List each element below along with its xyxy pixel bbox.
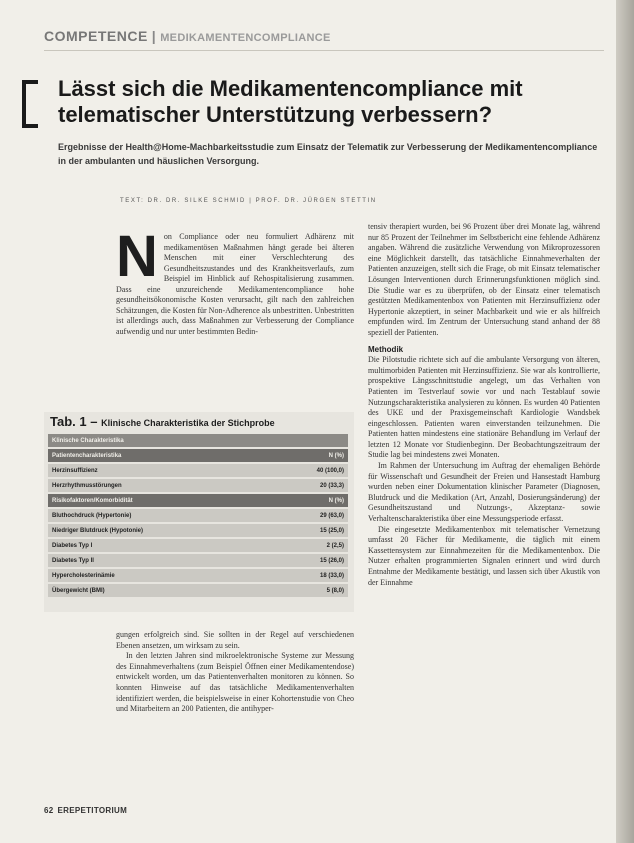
- table-row: [48, 478, 348, 493]
- table-title-text: Klinische Charakteristika der Stichprobe: [101, 418, 275, 428]
- article-authors: TEXT: DR. DR. SILKE SCHMID | PROF. DR. JÜRGEN STETTIN: [120, 198, 377, 204]
- table-cell-label: Bluthochdruck (Hypertonie): [48, 508, 270, 523]
- table-row: [48, 463, 348, 478]
- page-footer: [44, 806, 127, 815]
- table-row: [48, 538, 348, 553]
- table-cell-value: N (%): [270, 448, 348, 463]
- methods-heading: Methodik: [368, 344, 404, 354]
- paragraph: Im Rahmen der Untersuchung im Auftrag der ehemaligen Behörde für Wissenschaft und Gesundheit der Freien und Hansestadt Hamburg wurden neben einer Dokumentation klinischer Parameter (Diagnosen, Blutdruck und die Medikation (Art, Anzahl, Dosierungsänderung) der Gesundheitszustand und Nutzungs-, Akzeptanz- sowie Verhaltenscharakteristika über eine Messungsperiode erfasst.: [368, 461, 600, 524]
- clinical-characteristics-table: [48, 434, 348, 599]
- paragraph: tensiv therapiert wurden, bei 96 Prozent über drei Monate lag, während nur 85 Prozent der Teilnehmer im Selbstbericht eine fehlende Adhärenz angaben. Während die zusätzliche Verwendung von Mikroprozessoren eine Möglichkeit darstellt, das tatsächliche Einnahmeverhalten der Patienten anzuzeigen, stellt sich die Frage, ob mit Einsatz telematischer Lösungen Interventionen durch Erinnerungsfunktionen möglich sind. Die Studie war es zu überprüfen, ob der Einsatz einer telematisch gestützten Medikamentenbox von Patienten mit Herzinsuffizienz oder Hypertonie akzeptiert, in seiner Machbarkeit und wie er als hilfreich empfunden wird. Im Zentrum der Untersuchung stand anhand der 88 speziell der Patienten.: [368, 222, 600, 337]
- table-header-cell: Klinische Charakteristika: [48, 434, 348, 448]
- table-cell-value: 40 (100,0): [270, 463, 348, 478]
- left-column-continued: [116, 630, 354, 715]
- intro-paragraph: on Compliance oder neu formuliert Adhärenz mit medikamentösen Maßnahmen hängt gerade bei älteren Menschen mit einer Verschlechterung des Gesundheitszustandes und des Krankheitsverlaufs, zum Beispiel im Hinblick auf Rehospitalisierung zusammen. Dass eine unzureichende Medikamentencompliance hohe gesundheitsökonomische Kosten verursacht, gilt nach den zahlreichen Schätzungen, die Kosten für Non-Adherence als unbestritten. Unbestritten ist allerdings auch, dass Maßnahmen zur Verbesserung der Compliance aufwendig und nur unter bestimmten Bedin-: [116, 232, 354, 336]
- table-cell-value: 20 (33,3): [270, 478, 348, 493]
- table-cell-value: 15 (25,0): [270, 523, 348, 538]
- table-title: [50, 414, 275, 429]
- table-row: [48, 523, 348, 538]
- section-label: COMPETENCE: [44, 28, 148, 44]
- table-cell-label: Herzinsuffizienz: [48, 463, 270, 478]
- table-cell-label: Übergewicht (BMI): [48, 583, 270, 598]
- table-row: [48, 583, 348, 598]
- header-rule: [44, 50, 604, 51]
- table-cell-value: 5 (8,0): [270, 583, 348, 598]
- paragraph: Die eingesetzte Medikamentenbox mit telematischer Vernetzung umfasst 20 Fächer für Medikamente, die täglich mit einem Kassettensystem zur Einnahmezeiten für die Medikamentenbox. Die Nutzer erhalten programmierten Signalen erinnert und wird durch Entnahme der Medikamente bestätigt, und lassen sich über Akustik von der Einnahme: [368, 524, 600, 587]
- magazine-name: EREPETITORIUM: [57, 806, 128, 815]
- paragraph: Die Pilotstudie richtete sich auf die ambulante Versorgung von älteren, multimorbiden Patienten mit Herzinsuffizienz. Sie war als kontrollierte, prospektive Längsschnittstudie angelegt, um das Verhalten von Patienten im Testverlauf sowie vor und nach Testablauf sowie Nutzungscharakteristika analysieren zu können. Es wurden 40 Patienten des UKE und der Praxisgemeinschaft Kardiologie Wandsbek eingeschlossen. Patienten waren einverstanden teilzunehmen. Die Patienten hatten mindestens eine stationäre Behandlung im Verlauf der letzten 12 Monate vor Studienbeginn. Der Beobachtungszeitraum der Studie lag bei mindestens zwei Monaten.: [368, 355, 600, 460]
- table-cell-label: Risikofaktoren/Komorbidität: [48, 493, 270, 508]
- page-gutter-shadow: [616, 0, 634, 843]
- table-header-row: [48, 434, 348, 448]
- section-header: [44, 28, 331, 44]
- table-title-prefix: Tab. 1 –: [50, 414, 98, 429]
- table-row: [48, 568, 348, 583]
- table-cell-value: N (%): [270, 493, 348, 508]
- article-lead: Ergebnisse der Health@Home-Machbarkeitsstudie zum Einsatz der Telematik zur Verbesserung der Medikamentencompliance in der ambulanten und häuslichen Versorgung.: [58, 142, 598, 166]
- page-number: 62: [44, 806, 54, 815]
- table-row: [48, 448, 348, 463]
- table-cell-label: Diabetes Typ I: [48, 538, 270, 553]
- section-separator: |: [151, 28, 157, 44]
- paragraph: In den letzten Jahren sind mikroelektronische Systeme zur Messung des Einnahmeverhaltens (zum Beispiel Öffnen einer Medikamentendose) entwickelt worden, um das Patientenverhalten monitoren zu können. So konnten Hinweise auf das tatsächliche Medikamentenverhalten identifiziert werden, die beispielsweise in einer Kohortenstudie von Cheo und Mitarbeitern an 200 Patienten, die antihyper-: [116, 651, 354, 714]
- table-cell-value: 29 (63,0): [270, 508, 348, 523]
- dropcap-letter: N: [116, 224, 158, 289]
- table-cell-label: Patientencharakteristika: [48, 448, 270, 463]
- table-cell-label: Herzrhythmusstörungen: [48, 478, 270, 493]
- left-column-intro: [116, 224, 354, 337]
- table-cell-value: 18 (33,0): [270, 568, 348, 583]
- title-bracket-ornament: [22, 80, 38, 128]
- table-cell-label: Hypercholesterinämie: [48, 568, 270, 583]
- table-cell-label: Niedriger Blutdruck (Hypotonie): [48, 523, 270, 538]
- table-row: [48, 553, 348, 568]
- paragraph: gungen erfolgreich sind. Sie sollten in der Regel auf verschiedenen Ebenen ansetzen, um wirksam zu sein.: [116, 630, 354, 650]
- table-cell-label: Diabetes Typ II: [48, 553, 270, 568]
- right-column: [368, 222, 600, 588]
- table-row: [48, 508, 348, 523]
- subsection-label: MEDIKAMENTENCOMPLIANCE: [160, 32, 331, 44]
- table-cell-value: 2 (2,5): [270, 538, 348, 553]
- article-title: Lässt sich die Medikamentencompliance mit telematischer Unterstützung verbessern?: [58, 76, 523, 127]
- table-row: [48, 493, 348, 508]
- table-cell-value: 15 (26,0): [270, 553, 348, 568]
